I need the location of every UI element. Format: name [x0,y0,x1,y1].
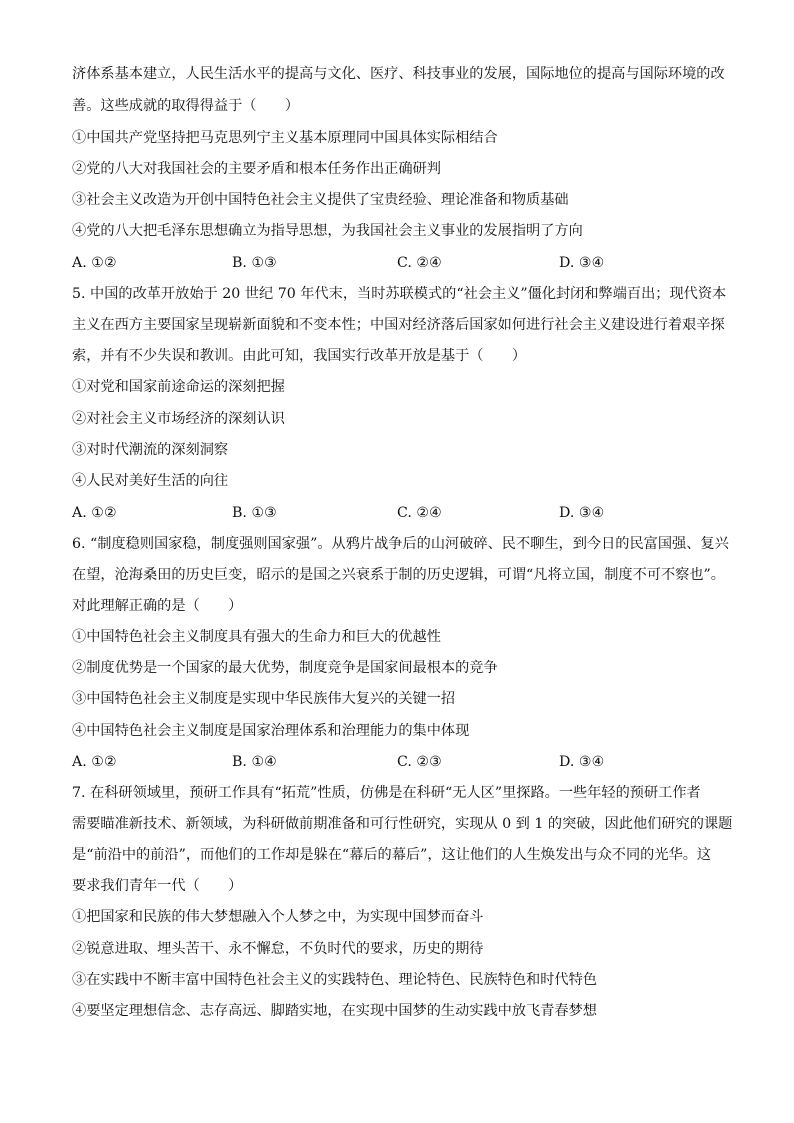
q6-option-d[interactable]: D. ③④ [559,754,605,770]
q7-statement-3: ③在实践中不断丰富中国特色社会主义的实践特色、理论特色、民族特色和时代特色 [72,972,597,988]
q5-statement-1: ①对党和国家前途命运的深刻把握 [72,379,285,395]
q7-stem-line-4: 要求我们青年一代（ ） [72,878,243,894]
q5-options [72,503,732,523]
q5-stem-line-1: 5. 中国的改革开放始于 20 世纪 70 年代末，当时苏联模式的“社会主义”僵化封闭和弊端百出；现代资本 [72,286,727,302]
q4-option-a[interactable]: A. ①② [72,255,117,271]
q6-option-a[interactable]: A. ①② [72,754,117,770]
q6-stem-line-3: 对此理解正确的是（ ） [72,598,243,614]
q4-option-d[interactable]: D. ③④ [559,255,605,271]
q7-statement-4: ④要坚定理想信念、志存高远、脚踏实地，在实现中国梦的生动实践中放飞青春梦想 [72,1003,597,1019]
q7-statement-1: ①把国家和民族的伟大梦想融入个人梦之中，为实现中国梦而奋斗 [72,909,484,925]
q4-statement-3: ③社会主义改造为开创中国特色社会主义提供了宝贵经验、理论准备和物质基础 [72,192,569,208]
q6-option-b[interactable]: B. ①④ [232,754,277,770]
q6-stem-line-1: 6. “制度稳则国家稳，制度强则国家强”。从鸦片战争后的山河破碎、民不聊生，到今日的民富国强、复兴 [72,536,729,552]
q4-option-b[interactable]: B. ①③ [232,255,277,271]
q6-statement-4: ④中国特色社会主义制度是国家治理体系和治理能力的集中体现 [72,723,470,739]
q4-statement-1: ①中国共产党坚持把马克思列宁主义基本原理同中国具体实际相结合 [72,130,498,146]
q5-stem-line-2: 主义在西方主要国家呈现崭新面貌和不变本性；中国对经济落后国家如何进行社会主义建设进行着艰辛探 [72,317,725,333]
q4-options [72,253,732,273]
q6-option-c[interactable]: C. ②③ [397,754,442,770]
q4-stem-line-2: 善。这些成就的取得得益于（ ） [72,98,300,114]
q7-stem-line-3: 是“前沿中的前沿”，而他们的工作却是躲在“幕后的幕后”，这让他们的人生焕发出与众不同的光华。这 [72,847,712,863]
q7-stem-line-2: 需要瞄准新技术、新领域，为科研做前期准备和可行性研究，实现从 0 到 1 的突破，因此他们研究的课题 [72,816,733,832]
q4-option-c[interactable]: C. ②④ [397,255,442,271]
q6-statement-2: ②制度优势是一个国家的最大优势，制度竞争是国家间最根本的竞争 [72,660,498,676]
q6-statement-3: ③中国特色社会主义制度是实现中华民族伟大复兴的关键一招 [72,691,456,707]
q5-statement-4: ④人民对美好生活的向往 [72,473,229,489]
q6-stem-line-2: 在望，沧海桑田的历史巨变，昭示的是国之兴衰系于制的历史逻辑，可谓“凡将立国，制度不可不察也”。 [72,567,725,583]
q5-option-d[interactable]: D. ③④ [559,505,605,521]
q7-stem-line-1: 7. 在科研领域里，预研工作具有“拓荒”性质，仿佛是在科研“无人区”里探路。一些年轻的预研工作者 [72,785,701,801]
q6-options [72,752,732,772]
q5-statement-2: ②对社会主义市场经济的深刻认识 [72,411,285,427]
q7-statement-2: ②锐意进取、埋头苦干、永不懈怠，不负时代的要求，历史的期待 [72,941,484,957]
q5-stem-line-3: 索，并有不少失误和教训。由此可知，我国实行改革开放是基于（ ） [72,348,527,364]
q6-statement-1: ①中国特色社会主义制度具有强大的生命力和巨大的优越性 [72,629,441,645]
q4-statement-2: ②党的八大对我国社会的主要矛盾和根本任务作出正确研判 [72,161,441,177]
q5-option-a[interactable]: A. ①② [72,505,117,521]
q5-option-c[interactable]: C. ②④ [397,505,442,521]
q4-stem-line-1: 济体系基本建立，人民生活水平的提高与文化、医疗、科技事业的发展，国际地位的提高与国际环境的改 [72,66,725,82]
q5-statement-3: ③对时代潮流的深刻洞察 [72,442,229,458]
q5-option-b[interactable]: B. ①③ [232,505,277,521]
q4-statement-4: ④党的八大把毛泽东思想确立为指导思想，为我国社会主义事业的发展指明了方向 [72,223,583,239]
